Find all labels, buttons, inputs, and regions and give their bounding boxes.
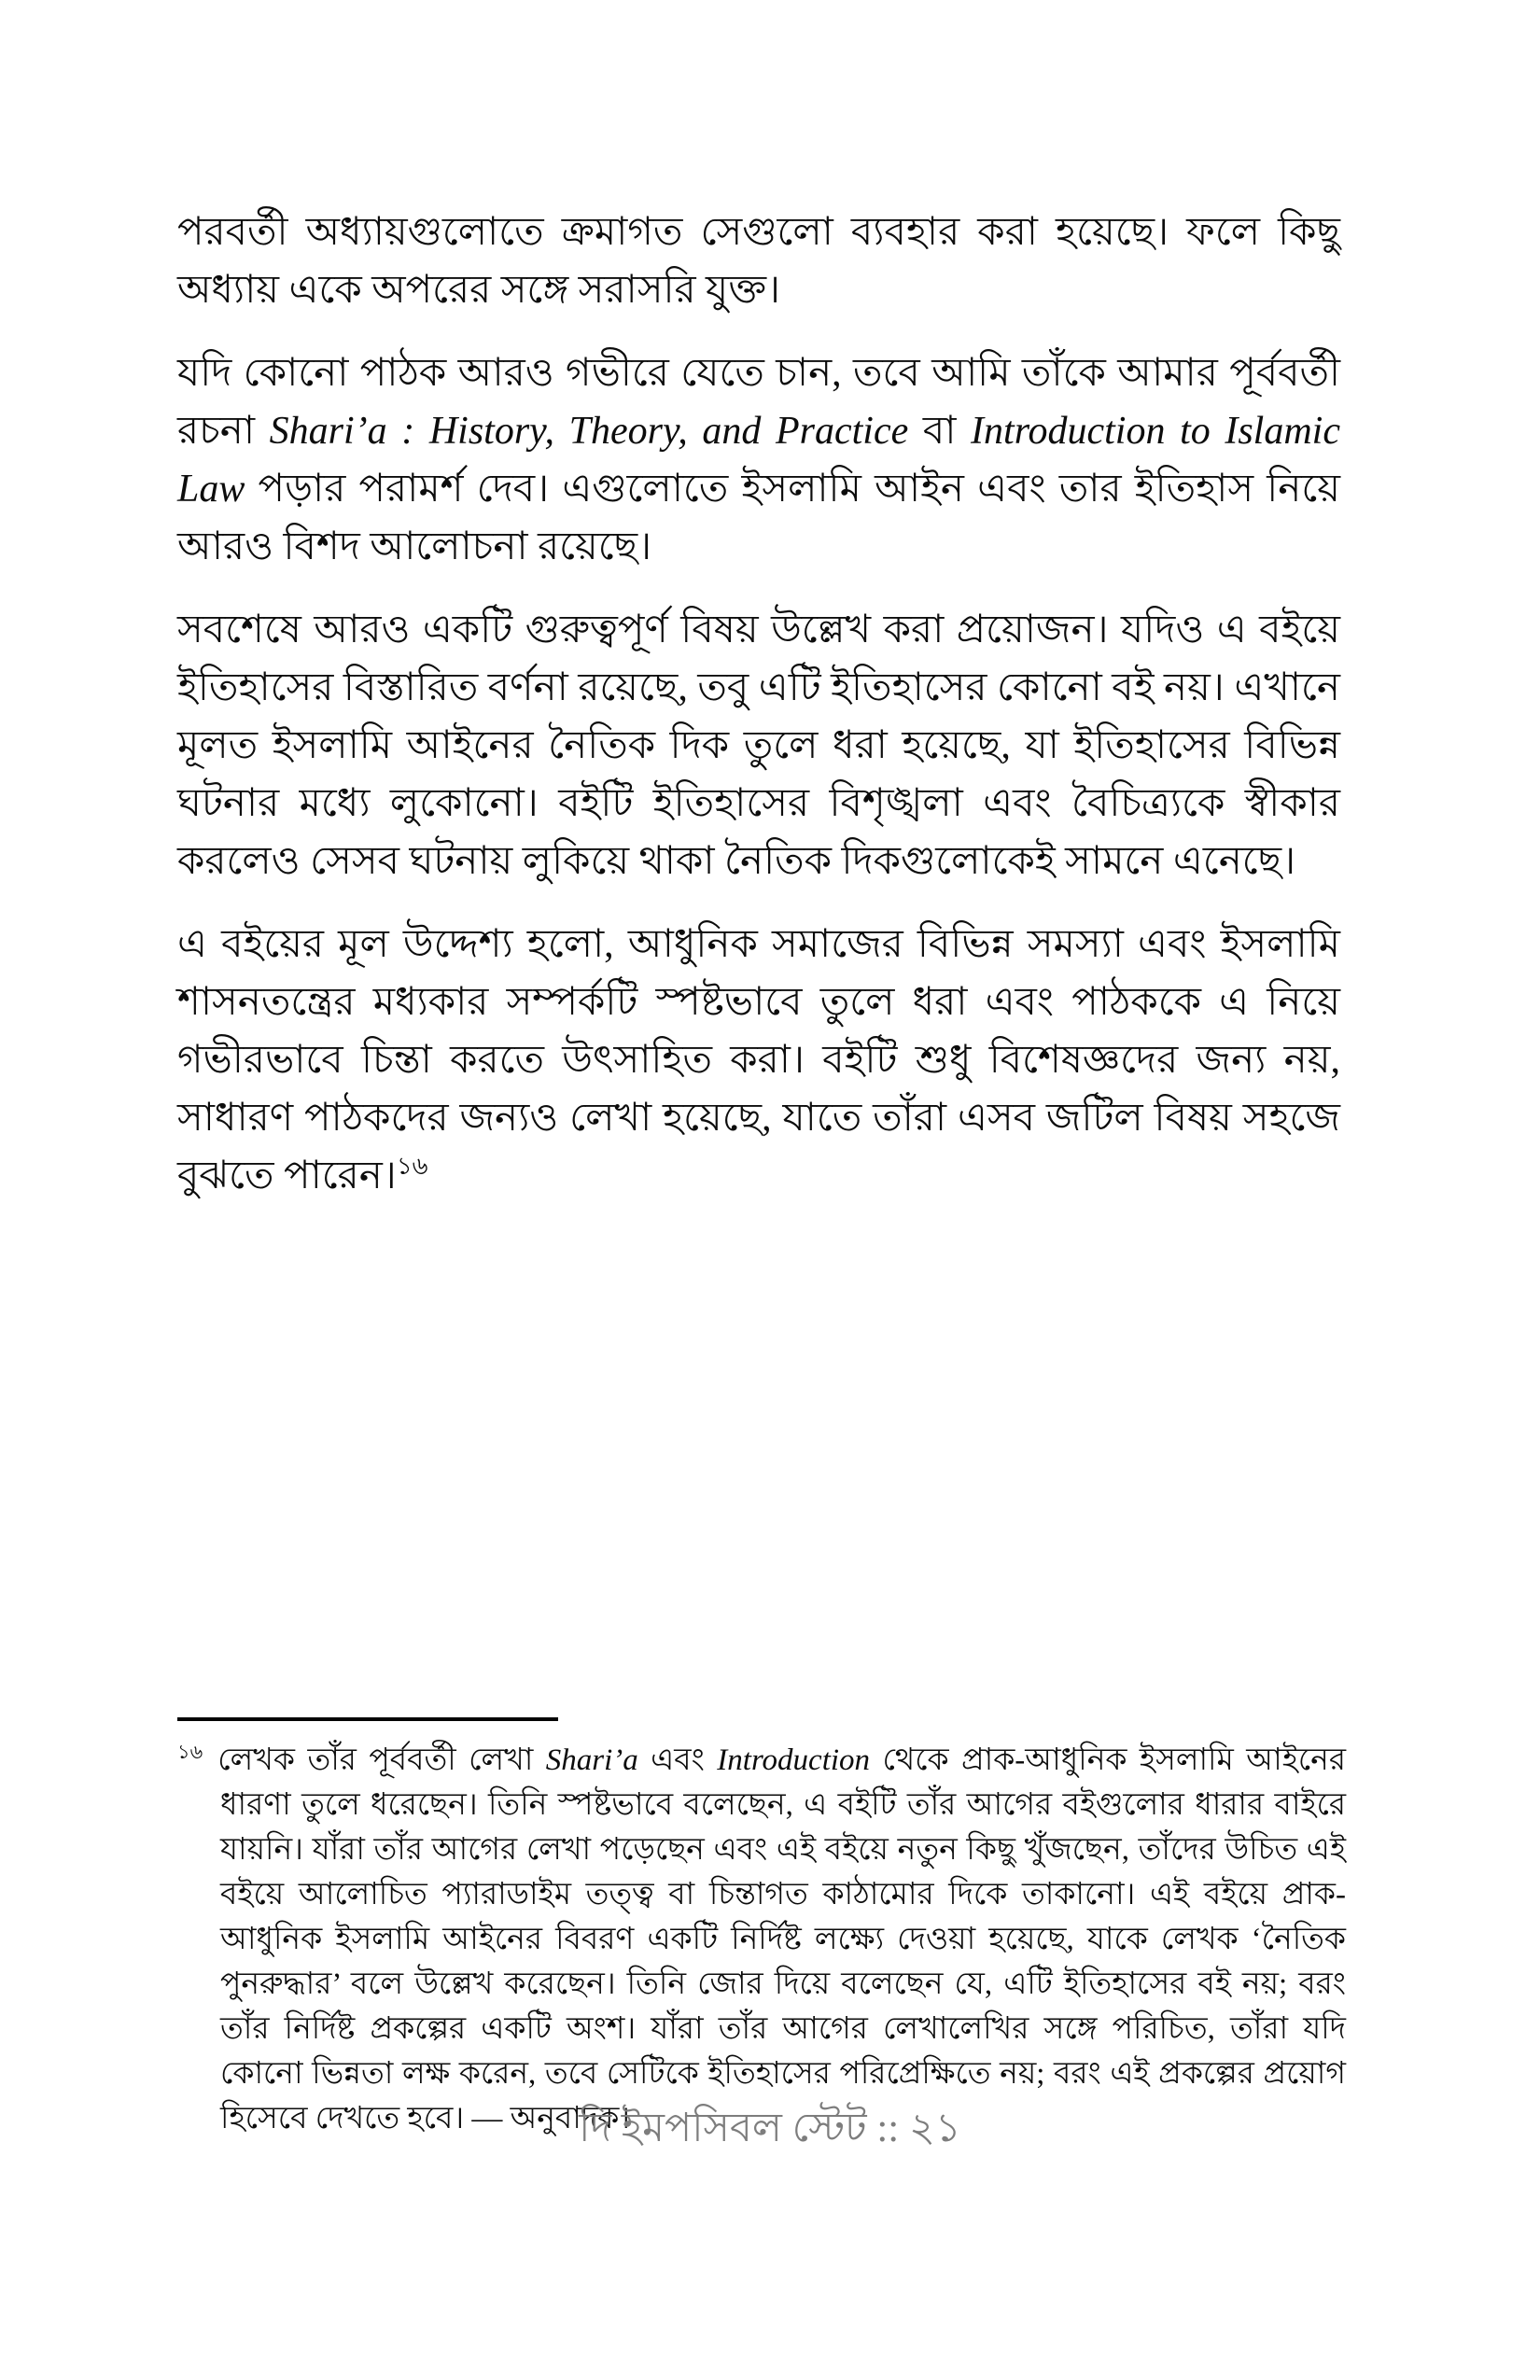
footnote-connector: এবং <box>637 1743 718 1777</box>
footnote-reference-16: ১৬ <box>396 1153 428 1180</box>
footnote-text-start: লেখক তাঁর পূর্ববর্তী লেখা <box>217 1743 546 1777</box>
footer-text: দি ইমপসিবল স্টেট :: ২১ <box>579 2107 961 2150</box>
paragraph-1-text: পরবর্তী অধ্যায়গুলোতে ক্রমাগত সেগুলো ব্যবহার করা হয়েছে। ফলে কিছু অধ্যায় একে অপরের সঙ্গে সরাসরি যুক্ত। <box>177 211 1340 312</box>
footnote-title-introduction: Introduction <box>717 1743 871 1777</box>
footnote-divider <box>177 1717 558 1721</box>
footnote-text-end: থেকে প্রাক-আধুনিক ইসলামি আইনের ধারণা তুলে ধরেছেন। তিনি স্পষ্টভাবে বলেছেন, এ বইটি তাঁর আগের বইগুলোর ধারার বাইরে যায়নি। যাঁরা তাঁর আগের লেখা পড়েছেন এবং এই বইয়ে নতুন কিছু খুঁজছেন, তাঁদের উচিত এই বইয়ে আলোচিত প্যারাডাইম তত্ত্ব বা চিন্তাগত কাঠামোর দিকে তাকানো। এই বইয়ে প্রাক-আধুনিক ইসলামি আইনের বিবরণ একটি নির্দিষ্ট লক্ষ্যে দেওয়া হয়েছে, যাকে লেখক ‘নৈতিক পুনরুদ্ধার’ বলে উল্লেখ করেছেন। তিনি জোর দিয়ে বলেছেন যে, এটি ইতিহাসের বই নয়; বরং তাঁর নির্দিষ্ট প্রকল্পের একটি অংশ। যাঁরা তাঁর আগের লেখালেখির সঙ্গে পরিচিত, তাঁরা যদি কোনো ভিন্নতা লক্ষ করেন, তবে সেটিকে ইতিহাসের পরিপ্রেক্ষিতে নয়; বরং এই প্রকল্পের প্রয়োগ হিসেবে দেখতে হবে। — অনুবাদক। <box>220 1743 1346 2135</box>
paragraph-2 <box>177 344 1340 576</box>
paragraph-3-text: সবশেষে আরও একটি গুরুত্বপূর্ণ বিষয় উল্লেখ করা প্রয়োজন। যদিও এ বইয়ে ইতিহাসের বিস্তারিত বর্ণনা রয়েছে, তবু এটি ইতিহাসের কোনো বই নয়। এখানে মূলত ইসলামি আইনের নৈতিক দিক তুলে ধরা হয়েছে, যা ইতিহাসের বিভিন্ন ঘটনার মধ্যে লুকোনো। বইটি ইতিহাসের বিশৃঙ্খলা এবং বৈচিত্র্যকে স্বীকার করলেও সেসব ঘটনায় লুকিয়ে থাকা নৈতিক দিকগুলোকেই সামনে এনেছে। <box>177 609 1340 883</box>
book-title-introduction-islamic-law: Introduction to Islamic Law <box>177 410 1340 511</box>
paragraph-2-text-end: পড়ার পরামর্শ দেব। এগুলোতে ইসলামি আইন এবং তার ইতিহাস নিয়ে আরও বিশদ আলোচনা রয়েছে। <box>177 468 1340 568</box>
paragraph-2-text-start: যদি কোনো পাঠক আরও গভীরে যেতে চান, তবে আমি তাঁকে আমার পূর্ববর্তী রচনা <box>177 352 1340 453</box>
paragraph-4-text: এ বইয়ের মূল উদ্দেশ্য হলো, আধুনিক সমাজের বিভিন্ন সমস্যা এবং ইসলামি শাসনতন্ত্রের মধ্যকার সম্পর্কটি স্পষ্টভাবে তুলে ধরা এবং পাঠককে এ নিয়ে গভীরভাবে চিন্তা করতে উৎসাহিত করা। বইটি শুধু বিশেষজ্ঞদের জন্য নয়, সাধারণ পাঠকদের জন্যও লেখা হয়েছে, যাতে তাঁরা এসব জটিল বিষয় সহজে বুঝতে পারেন। <box>177 923 1340 1197</box>
footnote-title-sharia: Shari’a <box>545 1743 638 1777</box>
main-text <box>177 203 1340 1230</box>
footnote-marker: ১৬ <box>177 1741 203 1763</box>
page-footer <box>0 2098 1540 2164</box>
paragraph-3 <box>177 601 1340 890</box>
footnote-16 <box>177 1738 1346 2141</box>
paragraph-2-connector: বা <box>908 410 972 453</box>
book-title-sharia-history: Shari’a : History, Theory, and Practice <box>269 410 909 453</box>
paragraph-1 <box>177 203 1340 319</box>
paragraph-4 <box>177 916 1340 1205</box>
